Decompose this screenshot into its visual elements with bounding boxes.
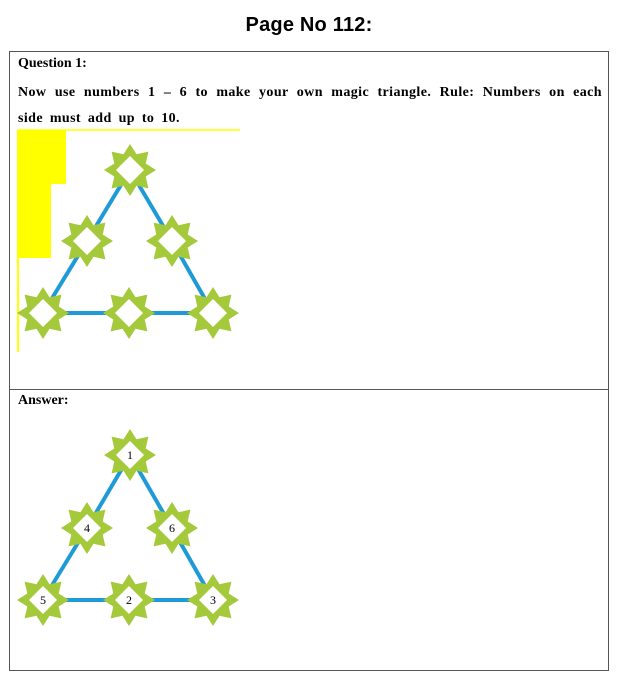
question-text: Now use numbers 1 – 6 to make your own magic triangle. Rule: Numbers on each side must add up to 10. xyxy=(18,85,602,126)
node-number: 5 xyxy=(40,593,46,607)
bottom-left-node xyxy=(17,574,69,626)
page-heading: Page No 112: xyxy=(245,14,373,36)
question-label: Question 1: xyxy=(18,56,87,71)
node-number: 3 xyxy=(210,593,216,607)
answer-label: Answer: xyxy=(18,393,69,408)
node-number: 4 xyxy=(84,521,90,535)
right-mid-node xyxy=(146,502,198,554)
left-mid-node xyxy=(61,502,113,554)
node-number: 2 xyxy=(126,593,132,607)
bottom-right-node xyxy=(187,574,239,626)
node-number: 1 xyxy=(127,448,133,462)
node-number: 6 xyxy=(169,521,175,535)
top-node xyxy=(104,429,156,481)
bottom-mid-node xyxy=(103,574,155,626)
